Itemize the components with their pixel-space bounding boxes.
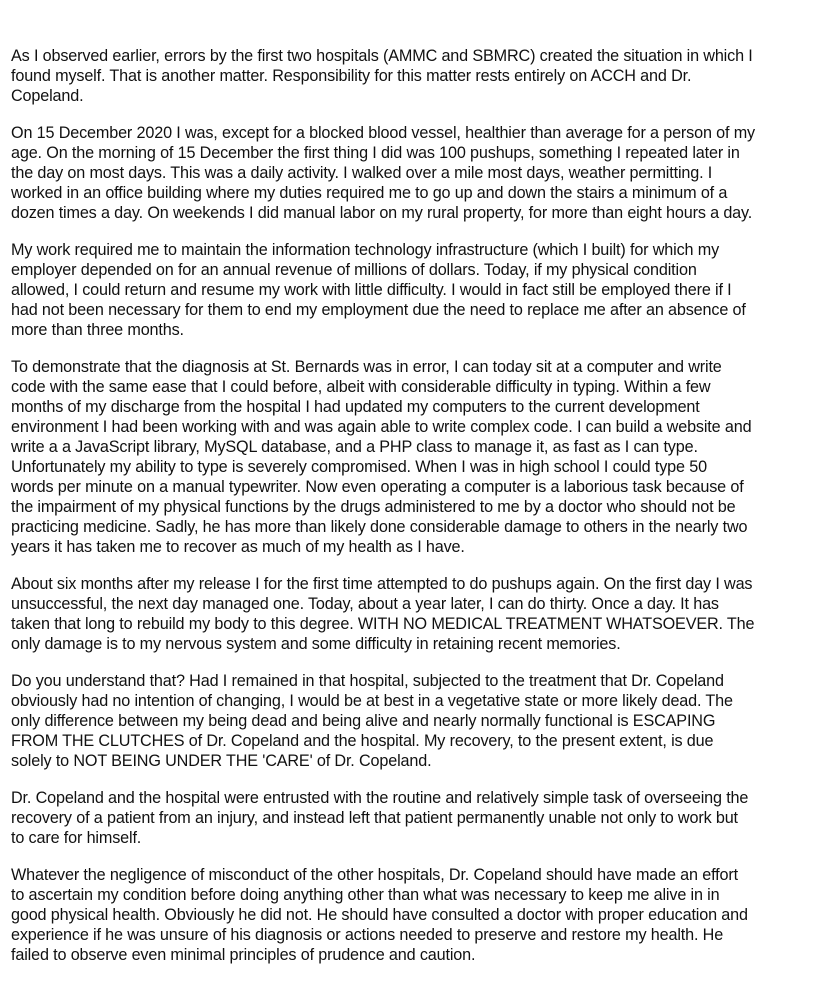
text-line: Copeland.	[11, 87, 84, 105]
text-line: FROM THE CLUTCHES of Dr. Copeland and the hospital. My recovery, to the present extent, is due	[11, 732, 714, 750]
text-line: dozen times a day. On weekends I did manual labor on my rural property, for more than eight hours a day.	[11, 204, 753, 222]
text-line: Whatever the negligence of misconduct of the other hospitals, Dr. Copeland should have made an effort	[11, 866, 738, 884]
text-line: environment I had been working with and was again able to write complex code. I can build a website and	[11, 418, 752, 436]
text-line: had not been necessary for them to end my employment due the need to replace me after an absence of	[11, 301, 746, 319]
text-line: solely to NOT BEING UNDER THE 'CARE' of Dr. Copeland.	[11, 752, 432, 770]
text-line: age. On the morning of 15 December the first thing I did was 100 pushups, something I repeated later in	[11, 144, 740, 162]
text-line: months of my discharge from the hospital I had updated my computers to the current development	[11, 398, 700, 416]
paragraph-2	[11, 123, 816, 223]
text-line: to ascertain my condition before doing anything other than what was necessary to keep me alive in in	[11, 886, 720, 904]
text-line: As I observed earlier, errors by the first two hospitals (AMMC and SBMRC) created the situation in which I	[11, 47, 753, 65]
text-line: to care for himself.	[11, 829, 142, 847]
text-line: allowed, I could return and resume my work with little difficulty. I would in fact still be employed there if I	[11, 281, 732, 299]
text-line: practicing medicine. Sadly, he has more than likely done considerable damage to others in the nearly two	[11, 518, 748, 536]
text-line: taken that long to rebuild my body to this degree. WITH NO MEDICAL TREATMENT WHATSOEVER. The	[11, 615, 755, 633]
text-line: the day on most days. This was a daily activity. I walked over a mile most days, weather permitting. I	[11, 164, 713, 182]
text-line: words per minute on a manual typewriter. Now even operating a computer is a laborious task because of	[11, 478, 744, 496]
text-line: Do you understand that? Had I remained in that hospital, subjected to the treatment that Dr. Copeland	[11, 672, 724, 690]
text-line: write a a JavaScript library, MySQL database, and a PHP class to manage it, as fast as I can type.	[11, 438, 698, 456]
text-line: good physical health. Obviously he did not. He should have consulted a doctor with proper education and	[11, 906, 748, 924]
document-body	[11, 46, 816, 982]
paragraph-7	[11, 788, 816, 848]
paragraph-1	[11, 46, 816, 106]
text-line: code with the same ease that I could before, albeit with considerable difficulty in typing. Within a few	[11, 378, 711, 396]
text-line: the impairment of my physical functions by the drugs administered to me by a doctor who should not be	[11, 498, 736, 516]
text-line: On 15 December 2020 I was, except for a blocked blood vessel, healthier than average for a person of my	[11, 124, 755, 142]
text-line: recovery of a patient from an injury, and instead left that patient permanently unable not only to work but	[11, 809, 738, 827]
text-line: obviously had no intention of changing, I would be at best in a vegetative state or more likely dead. The	[11, 692, 733, 710]
paragraph-6	[11, 671, 816, 771]
text-line: worked in an office building where my duties required me to go up and down the stairs a minimum of a	[11, 184, 728, 202]
paragraph-4	[11, 357, 816, 557]
paragraph-8	[11, 865, 816, 965]
text-line: My work required me to maintain the information technology infrastructure (which I built) for which my	[11, 241, 720, 259]
text-line: years it has taken me to recover as much of my health as I have.	[11, 538, 465, 556]
paragraph-3	[11, 240, 816, 340]
text-line: only damage is to my nervous system and some difficulty in retaining recent memories.	[11, 635, 621, 653]
text-line: Unfortunately my ability to type is severely compromised. When I was in high school I could type 50	[11, 458, 707, 476]
text-line: only difference between my being dead and being alive and nearly normally functional is ESCAPING	[11, 712, 716, 730]
text-line: unsuccessful, the next day managed one. Today, about a year later, I can do thirty. Once a day. It has	[11, 595, 719, 613]
text-line: more than three months.	[11, 321, 184, 339]
text-line: Dr. Copeland and the hospital were entrusted with the routine and relatively simple task of overseeing the	[11, 789, 749, 807]
text-line: employer depended on for an annual revenue of millions of dollars. Today, if my physical condition	[11, 261, 697, 279]
text-line: found myself. That is another matter. Responsibility for this matter rests entirely on ACCH and Dr.	[11, 67, 692, 85]
paragraph-5	[11, 574, 816, 654]
text-line: To demonstrate that the diagnosis at St. Bernards was in error, I can today sit at a computer and write	[11, 358, 722, 376]
text-line: About six months after my release I for the first time attempted to do pushups again. On the first day I was	[11, 575, 753, 593]
text-line: experience if he was unsure of his diagnosis or actions needed to preserve and restore my health. He	[11, 926, 724, 944]
text-line: failed to observe even minimal principles of prudence and caution.	[11, 946, 476, 964]
